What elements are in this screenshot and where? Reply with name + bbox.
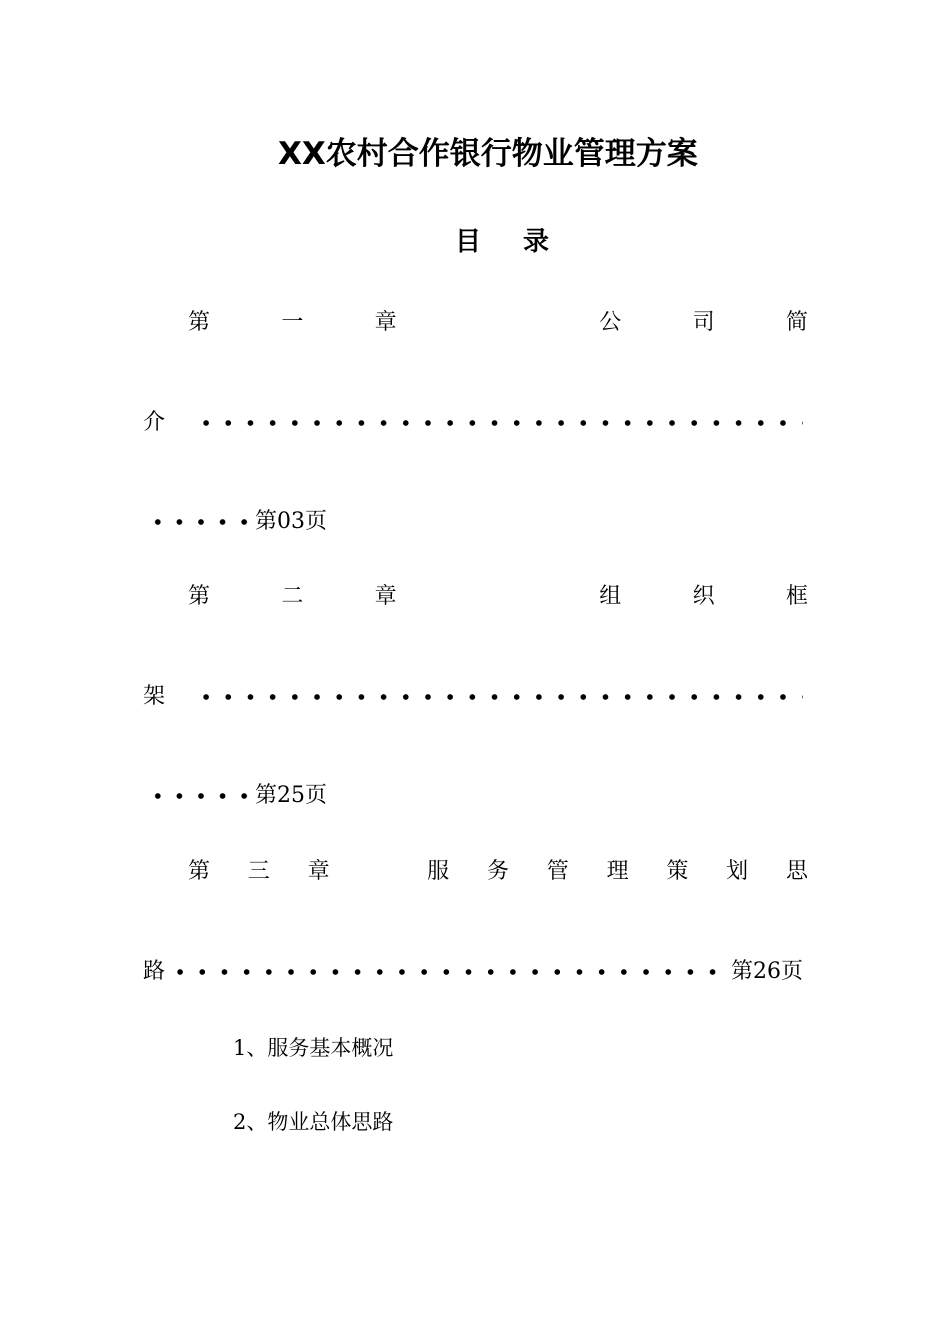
toc-word xyxy=(367,855,389,889)
dot-leader xyxy=(195,680,803,714)
toc-word: 思 xyxy=(785,859,808,884)
toc-word: 第 xyxy=(188,584,211,609)
dot-leader xyxy=(169,955,727,989)
toc-word: 组 xyxy=(599,584,622,609)
dot-leader xyxy=(147,505,255,539)
toc-word: 理 xyxy=(606,859,629,884)
toc-word: 第 xyxy=(188,859,211,884)
toc-word: 二 xyxy=(281,584,304,609)
toc-page-number: 第03页 xyxy=(255,509,327,534)
toc-word: 框 xyxy=(785,584,808,609)
toc-heading-char-1: 目 xyxy=(455,227,482,257)
toc-word: 三 xyxy=(247,859,270,884)
dot-leader xyxy=(195,406,803,440)
toc-word: 务 xyxy=(486,859,509,884)
toc-word: 策 xyxy=(666,859,689,884)
toc-word: 司 xyxy=(692,310,715,335)
toc-entry-chapter-3-leader xyxy=(143,955,803,989)
toc-word: 服 xyxy=(427,859,450,884)
toc-word: 一 xyxy=(281,310,304,335)
dot-leader xyxy=(147,779,255,813)
toc-word: 公 xyxy=(599,310,622,335)
toc-subsection-2[interactable]: 2、物业总体思路 xyxy=(233,1110,394,1134)
toc-word xyxy=(468,306,528,340)
document-title: XX农村合作银行物业管理方案 xyxy=(278,136,698,172)
toc-subsection-1[interactable]: 1、服务基本概况 xyxy=(233,1036,394,1060)
toc-word: 章 xyxy=(307,859,330,884)
toc-word: 简 xyxy=(785,310,808,335)
toc-heading-char-2: 录 xyxy=(523,227,550,257)
toc-entry-chapter-2-heading[interactable] xyxy=(188,580,808,614)
toc-entry-chapter-1-leader xyxy=(143,406,803,440)
toc-entry-chapter-2-leader xyxy=(143,680,803,714)
toc-end-char: 架 xyxy=(143,684,166,709)
toc-word: 章 xyxy=(374,584,397,609)
toc-word: 划 xyxy=(726,859,749,884)
toc-word xyxy=(468,580,528,614)
toc-word: 第 xyxy=(188,310,211,335)
toc-page-number: 第25页 xyxy=(255,783,327,808)
toc-end-char: 介 xyxy=(143,410,166,435)
toc-end-char: 路 xyxy=(143,959,166,984)
toc-page-number: 第26页 xyxy=(731,959,803,984)
toc-entry-chapter-1-page xyxy=(147,505,327,539)
toc-entry-chapter-3-heading[interactable] xyxy=(188,855,808,889)
toc-heading xyxy=(455,222,549,262)
toc-word: 章 xyxy=(374,310,397,335)
toc-word: 管 xyxy=(546,859,569,884)
toc-entry-chapter-1-heading[interactable] xyxy=(188,306,808,340)
toc-word: 织 xyxy=(692,584,715,609)
toc-entry-chapter-2-page xyxy=(147,779,327,813)
